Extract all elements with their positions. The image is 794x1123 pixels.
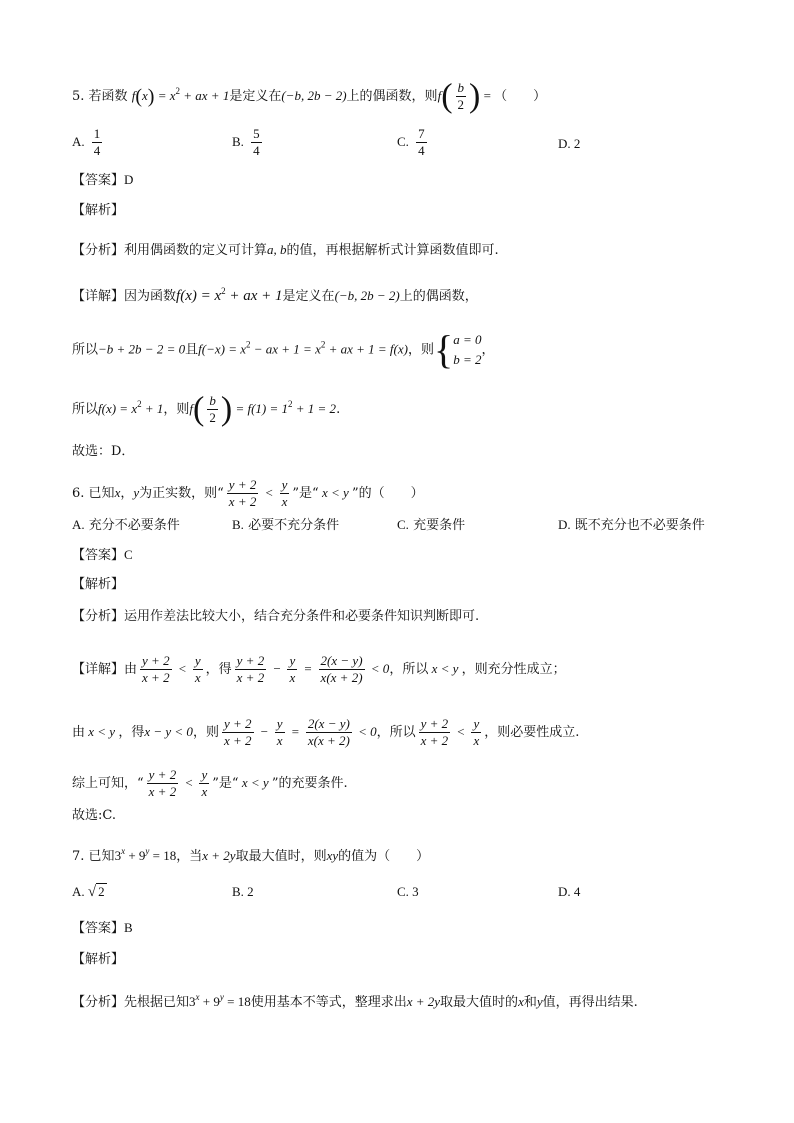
q6-analysis-heading: 【解析】: [72, 577, 125, 592]
q5-conclusion: 故选：D．: [72, 444, 135, 459]
q5-option-d: D. 2: [558, 136, 581, 151]
q6-xiangjie-2: 由 x < y ，得x − y < 0，则 $\frac{y + 2}{x + 2}$ − $\frac{y}{x}$ = $\frac{2(x - y)}{x(x + 2)}$ < 0，所以 $\frac{y + 2}{x + 2}$ < $\frac{y}{x}$ ，则必要性成立.: [72, 716, 580, 748]
q7-answer: 【答案】B: [72, 920, 133, 936]
q5-analysis-heading: 【解析】: [72, 203, 125, 218]
q6-option-d: D. 既不充分也不必要条件: [558, 517, 705, 533]
q5-xiangjie-2: 所以−b + 2b − 2 = 0且$f(-x) = x^2$ − ax + $1 = x^2$ + ax + 1 = f(x)，则{ a = 0 b = 2 ，: [72, 327, 495, 372]
q7-analysis-heading: 【解析】: [72, 952, 125, 967]
q6-conclusion: 故选:C.: [72, 808, 116, 823]
q6-xiangjie-3: 综上可知，“ $\frac{y + 2}{x + 2}$ < $\frac{y}{x}$ ”是“ x < y ”的充要条件.: [72, 767, 348, 799]
q6-answer: 【答案】C: [72, 547, 133, 563]
q5-xiangjie-1: 【详解】因为函数$f(x) = x^2$ + ax + 1是定义在(−b, 2b − 2)上的偶函数，: [72, 286, 478, 304]
q7-fenxi: 【分析】先根据已知$3^x + 9^y = 18$使用基本不等式，整理求出x + 2y取最大值时的x和y值，再得出结果.: [72, 992, 638, 1010]
q6-stem: 6. 已知x，y为正实数，则“ $\frac{y + 2}{x + 2}$ < $\frac{y}{x}$ ”是“ x < y ”的（ ）: [72, 477, 424, 509]
q7-stem: 7. 已知$3^x + 9^y = 18$，当x + 2y取最大值时，则xy的值为（ ）: [72, 846, 430, 864]
q7-option-d: D. 4: [558, 884, 581, 899]
q5-option-c: C. $\frac{7}{4}$: [397, 126, 425, 158]
q7-option-c: C. 3: [397, 884, 419, 899]
q6-xiangjie-1: 【详解】由 $\frac{y + 2}{x + 2}$ < $\frac{y}{x}$ ，得 $\frac{y + 2}{x + 2}$ − $\frac{y}{x}$ = $\frac{2(x - y)}{x(x + 2)}$ < 0，所以 x < y ，则充分性成立；: [72, 653, 566, 685]
q6-option-c: C. 充要条件: [397, 517, 466, 533]
q6-option-b: B. 必要不充分条件: [232, 517, 340, 533]
q5-xiangjie-3: 所以$f(x) = x^2 + 1$，则f( $\frac{b}{2}$ ) = $f(1) = 1^2 + 1 = 2$.: [72, 390, 341, 428]
q5-option-a: A. $\frac{1}{4}$: [72, 126, 101, 158]
fraction: $\frac{b}{2}$: [457, 80, 465, 112]
q5-option-b: B. $\frac{5}{4}$: [232, 126, 260, 158]
q7-option-b: B. 2: [232, 884, 254, 899]
q6-fenxi: 【分析】运用作差法比较大小，结合充分条件和必要条件知识判断即可.: [72, 609, 480, 624]
q6-option-a: A. 充分不必要条件: [72, 517, 180, 533]
q5-answer: 【答案】D: [72, 172, 134, 188]
q5-stem: 5. 若函数 $f(x) = x^2$ + ax + 1是定义在(−b, 2b − 2)上的偶函数，则f( $\frac{b}{2}$ ) = （ ）: [72, 77, 547, 115]
q5-fenxi: 【分析】利用偶函数的定义可计算a, b的值，再根据解析式计算函数值即可.: [72, 242, 499, 258]
equation-system: a = 0 b = 2: [453, 332, 482, 367]
q7-option-a: A. √ 2: [72, 884, 105, 900]
